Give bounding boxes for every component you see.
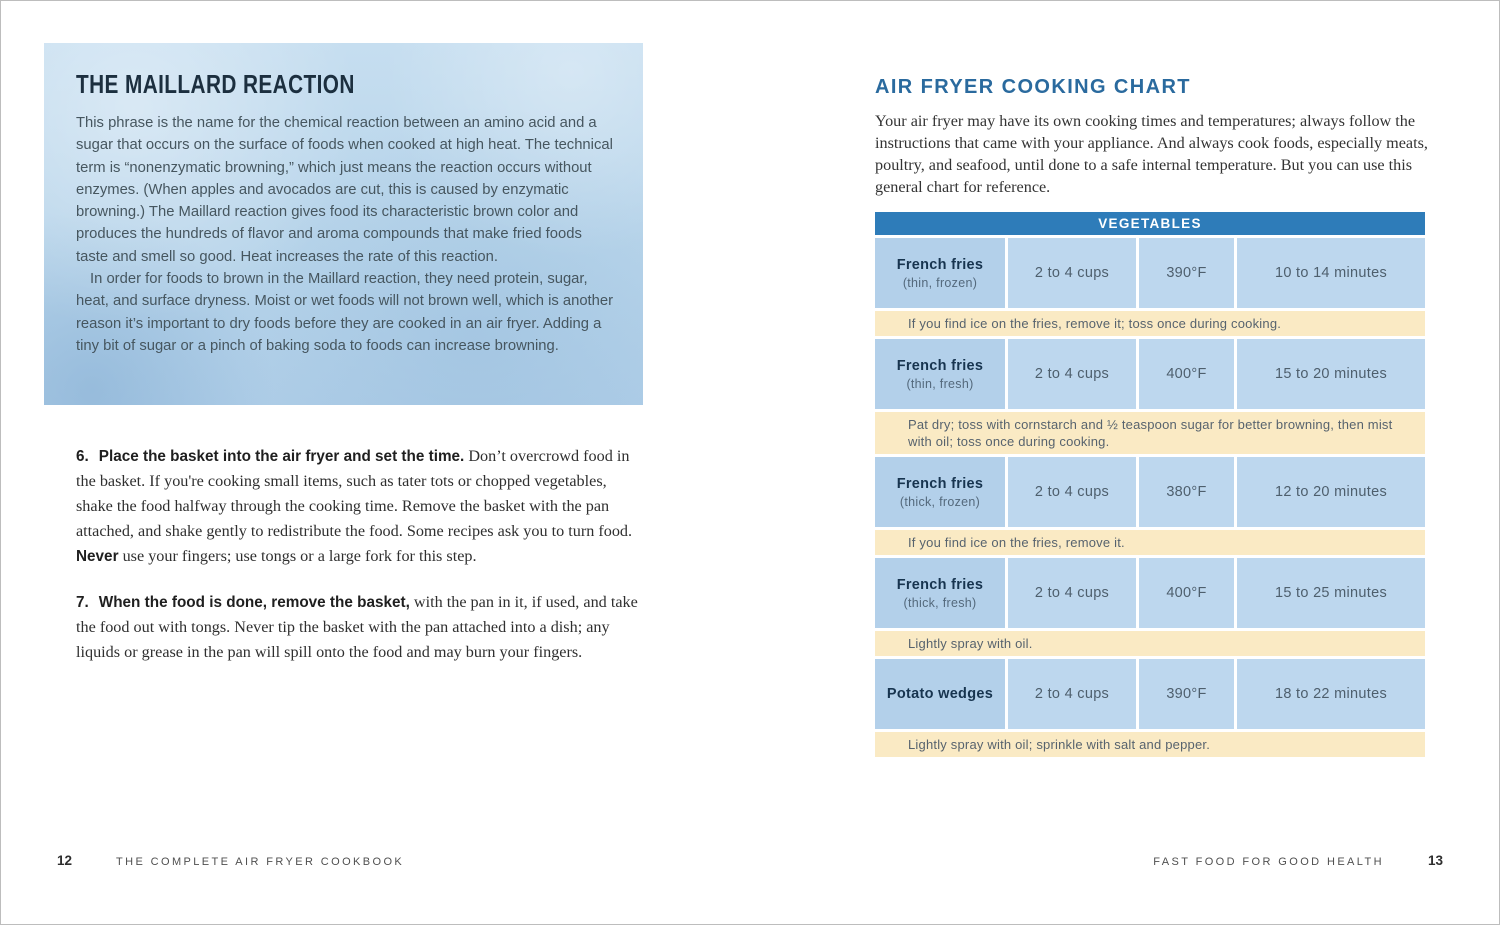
- cooking-chart-table: [875, 212, 1425, 757]
- page-heading: AIR FRYER COOKING CHART: [875, 76, 1191, 98]
- right-page-footer: [1153, 853, 1443, 868]
- table-row: [875, 558, 1425, 628]
- temperature-cell: 400°F: [1139, 339, 1234, 409]
- left-running-title: THE COMPLETE AIR FRYER COOKBOOK: [116, 856, 405, 868]
- quantity-cell: 2 to 4 cups: [1008, 457, 1136, 527]
- step-6-body: Don’t overcrowd food in the basket. If you're cooking small items, such as tater tots or chopped vegetables, shake the food halfway through the cooking time. Remove the basket with the pan attached, and shake gently to redistribute the food. Some recipes ask you to turn food.: [76, 447, 633, 540]
- table-row: [875, 339, 1425, 409]
- box-title: THE MAILLARD REACTION: [76, 69, 355, 99]
- quantity-cell: 2 to 4 cups: [1008, 659, 1136, 729]
- table-row: [875, 238, 1425, 308]
- step-6-lead: Place the basket into the air fryer and set the time.: [98, 448, 465, 465]
- box-paragraph-2: In order for foods to brown in the Maillard reaction, they need protein, sugar, heat, and surface dryness. Moist or wet foods will not brown well, which is another reason it’s important to dry foods before they are cooked in an air fryer. Adding a tiny bit of sugar or a pinch of baking soda to foods can increase browning.: [76, 271, 614, 354]
- table-note: Lightly spray with oil.: [875, 631, 1425, 656]
- food-item-name: French fries: [896, 576, 984, 593]
- table-note: If you find ice on the fries, remove it; toss once during cooking.: [875, 311, 1425, 336]
- quantity-cell: 2 to 4 cups: [1008, 238, 1136, 308]
- table-rows-container: [875, 238, 1425, 757]
- time-cell: 18 to 22 minutes: [1237, 659, 1425, 729]
- food-item-name: Potato wedges: [886, 686, 994, 702]
- food-item-cell: [875, 659, 1005, 729]
- time-cell: 15 to 20 minutes: [1237, 339, 1425, 409]
- quantity-cell: 2 to 4 cups: [1008, 558, 1136, 628]
- time-cell: 15 to 25 minutes: [1237, 558, 1425, 628]
- food-item-variant: (thick, frozen): [899, 494, 981, 509]
- temperature-cell: 390°F: [1139, 659, 1234, 729]
- food-item-cell: [875, 457, 1005, 527]
- steps-list: [76, 444, 641, 686]
- food-item-cell: [875, 558, 1005, 628]
- food-item-cell: [875, 339, 1005, 409]
- left-page-number: 12: [57, 853, 73, 868]
- step-6-body-end: use your fingers; use tongs or a large fork for this step.: [118, 547, 477, 565]
- maillard-reaction-box: [44, 43, 643, 405]
- food-item-cell: [875, 238, 1005, 308]
- step-7: [76, 590, 641, 665]
- food-item-name: French fries: [896, 256, 984, 273]
- temperature-cell: 390°F: [1139, 238, 1234, 308]
- table-category-header: VEGETABLES: [875, 212, 1425, 235]
- temperature-cell: 380°F: [1139, 457, 1234, 527]
- food-item-variant: (thin, frozen): [902, 275, 978, 290]
- quantity-cell: 2 to 4 cups: [1008, 339, 1136, 409]
- table-note: Pat dry; toss with cornstarch and ½ teaspoon sugar for better browning, then mist with oil; toss once during cooking.: [875, 412, 1425, 454]
- left-page-footer: [57, 853, 404, 868]
- step-6-number: 6.: [76, 448, 89, 465]
- step-6-bold-word: Never: [76, 548, 119, 565]
- step-7-body: with the pan in it, if used, and take the food out with tongs. Never tip the basket with the pan attached into a dish; any liquids or grease in the pan will spill onto the food and may burn your fingers.: [76, 593, 638, 661]
- table-row: [875, 659, 1425, 729]
- food-item-name: French fries: [896, 357, 984, 374]
- chart-intro-paragraph: Your air fryer may have its own cooking times and temperatures; always follow the instructions that came with your appliance. And always cook foods, especially meats, poultry, and seafood, until done to a safe internal temperature. But you can use this general chart for reference.: [875, 112, 1428, 196]
- time-cell: 10 to 14 minutes: [1237, 238, 1425, 308]
- table-row: [875, 457, 1425, 527]
- table-note: If you find ice on the fries, remove it.: [875, 530, 1425, 555]
- step-6: [76, 444, 641, 569]
- table-note: Lightly spray with oil; sprinkle with salt and pepper.: [875, 732, 1425, 757]
- food-item-variant: (thin, fresh): [906, 376, 974, 391]
- food-item-variant: (thick, fresh): [903, 595, 977, 610]
- temperature-cell: 400°F: [1139, 558, 1234, 628]
- time-cell: 12 to 20 minutes: [1237, 457, 1425, 527]
- food-item-name: French fries: [896, 475, 984, 492]
- right-page-number: 13: [1427, 853, 1443, 868]
- step-7-number: 7.: [76, 594, 89, 611]
- box-paragraph-1: This phrase is the name for the chemical reaction between an amino acid and a sugar that occurs on the surface of foods when cooked at high heat. The technical term is “nonenzymatic browning,” which just means the reaction occurs without enzymes. (When apples and avocados are cut, this is caused by enzymatic browning.) The Maillard reaction gives food its characteristic brown color and produces the hundreds of flavor and aroma compounds that make fried foods taste and smell so good. Heat increases the rate of this reaction.: [76, 115, 613, 265]
- right-running-title: FAST FOOD FOR GOOD HEALTH: [1153, 856, 1384, 868]
- step-7-lead: When the food is done, remove the basket,: [98, 594, 410, 611]
